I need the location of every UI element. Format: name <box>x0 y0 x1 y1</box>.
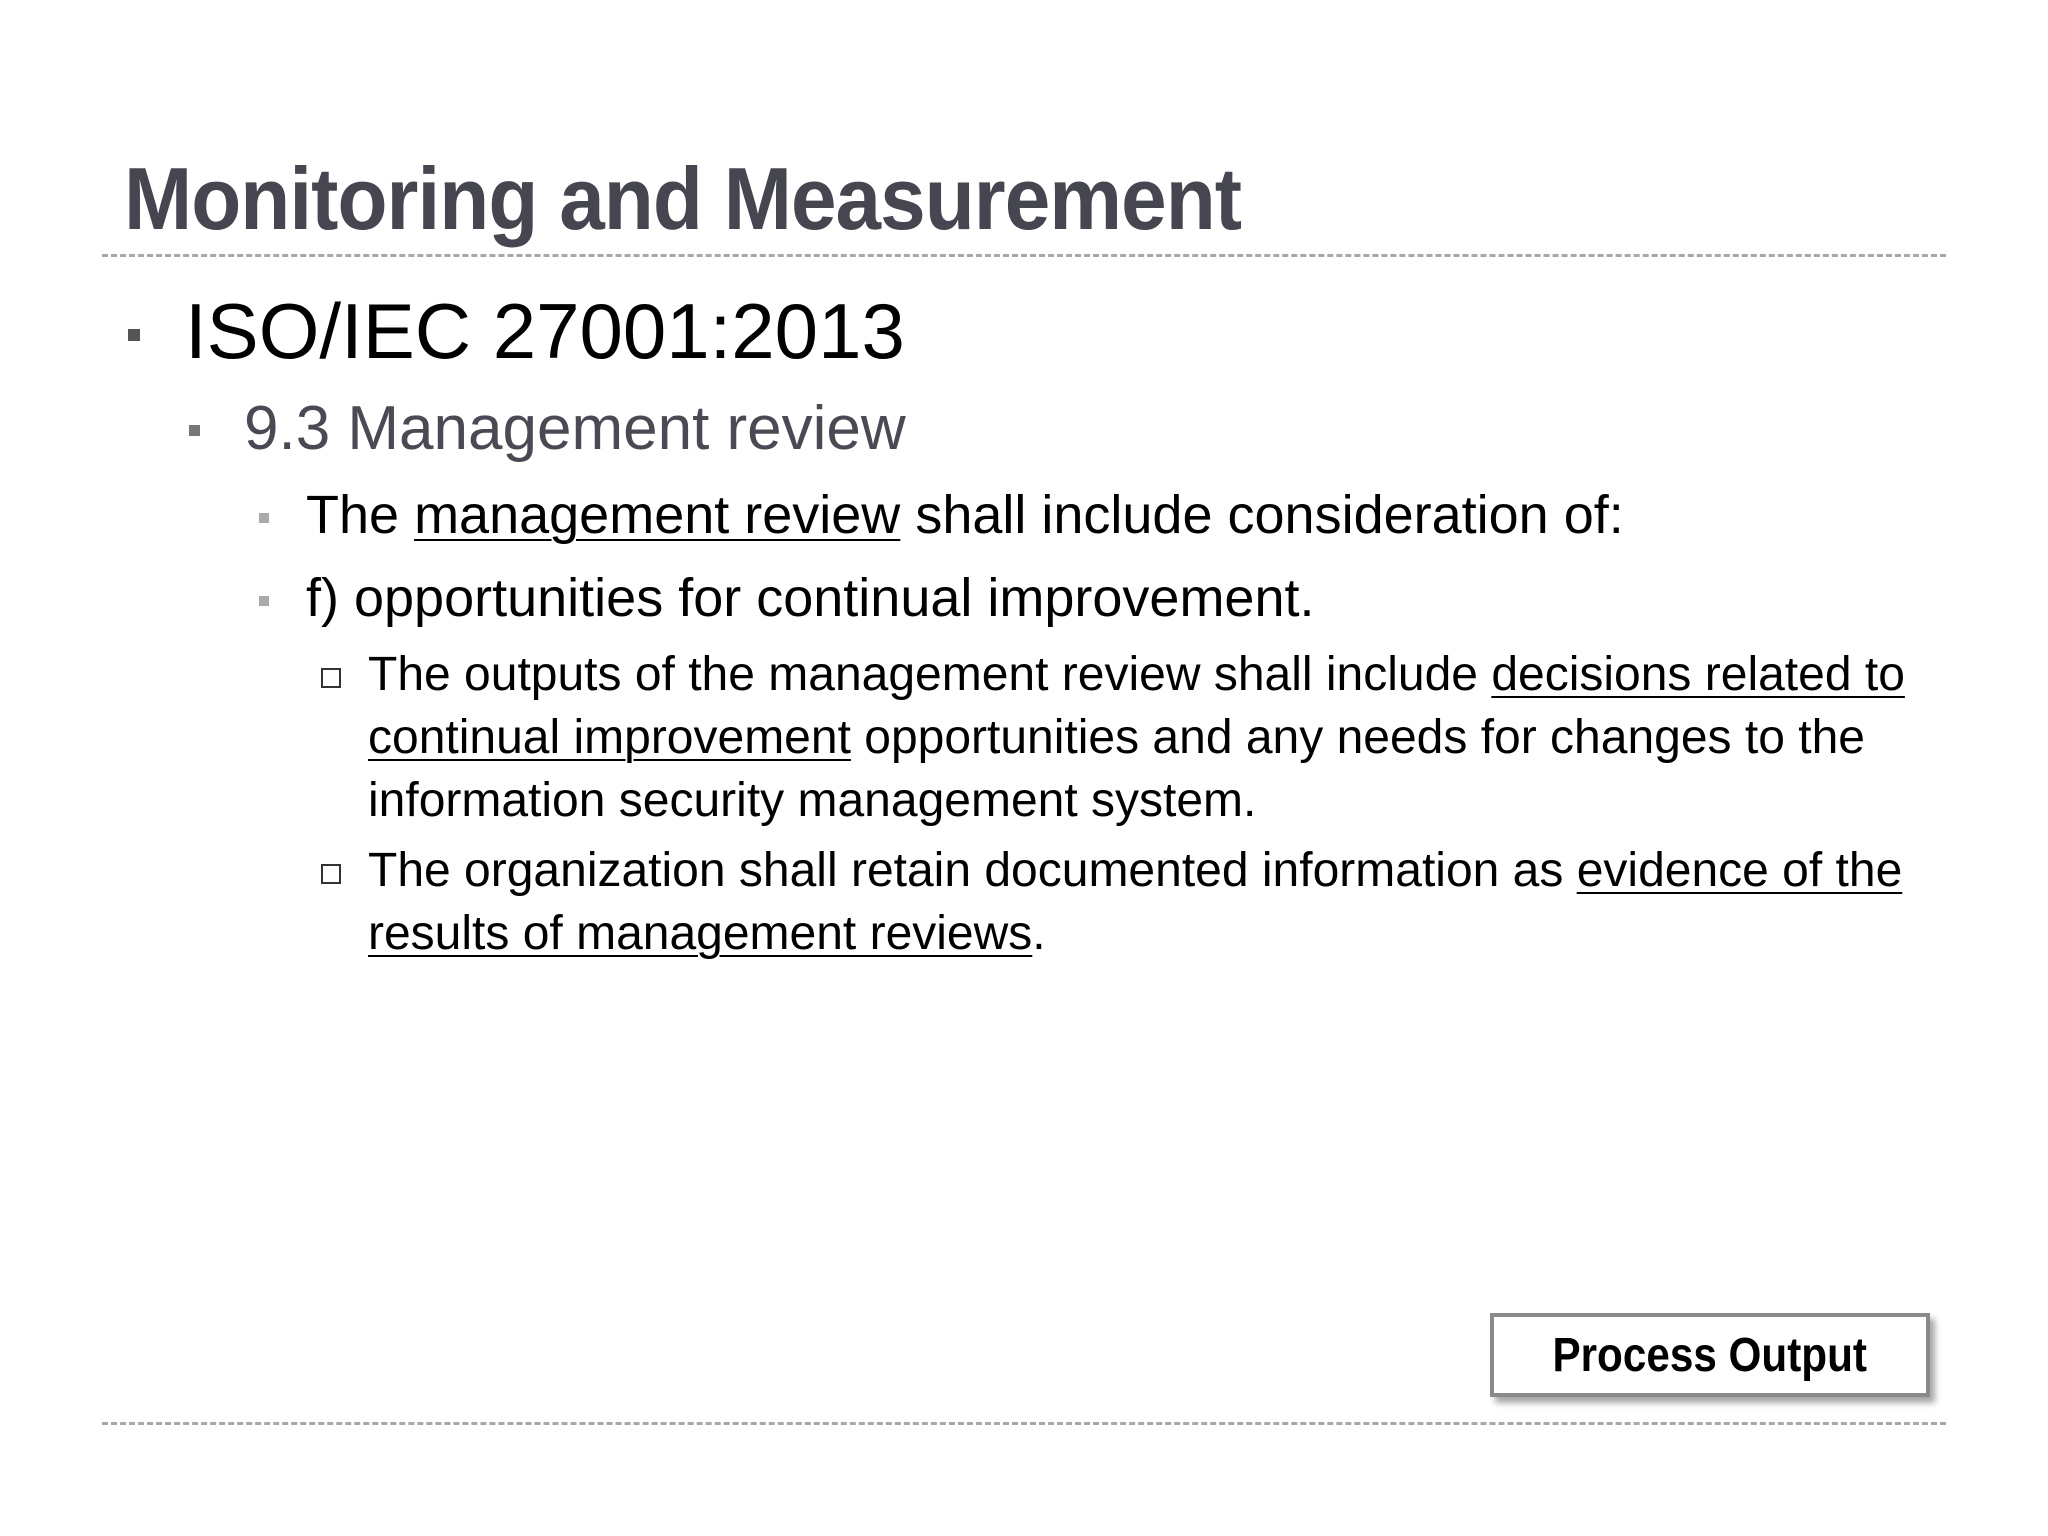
bullet-item-1: The management review shall include consideration of: <box>306 485 1624 545</box>
checkbox-bullet-icon <box>321 668 341 688</box>
square-bullet-icon <box>189 425 200 436</box>
process-output-label: Process Output <box>1490 1313 1930 1397</box>
slide-title: Monitoring and Measurement <box>124 149 1242 248</box>
sub-bullet-2: The organization shall retain documented information as evidence of the results of management reviews. <box>368 844 1903 960</box>
footer-divider <box>102 1422 1946 1425</box>
bullet-level1: ISO/IEC 27001:2013 <box>185 287 905 375</box>
checkbox-bullet-icon <box>321 864 341 884</box>
bullet-item-2: f) opportunities for continual improvement. <box>306 568 1315 628</box>
bullet-level2: 9.3 Management review <box>244 394 906 463</box>
sub-bullet-1: The outputs of the management review shall include decisions related to continual improvement opportunities and any needs for changes to the information security management system. <box>368 648 1905 827</box>
square-bullet-icon <box>259 596 269 606</box>
title-divider <box>102 254 1946 257</box>
square-bullet-icon <box>128 329 140 341</box>
square-bullet-icon <box>259 513 269 523</box>
